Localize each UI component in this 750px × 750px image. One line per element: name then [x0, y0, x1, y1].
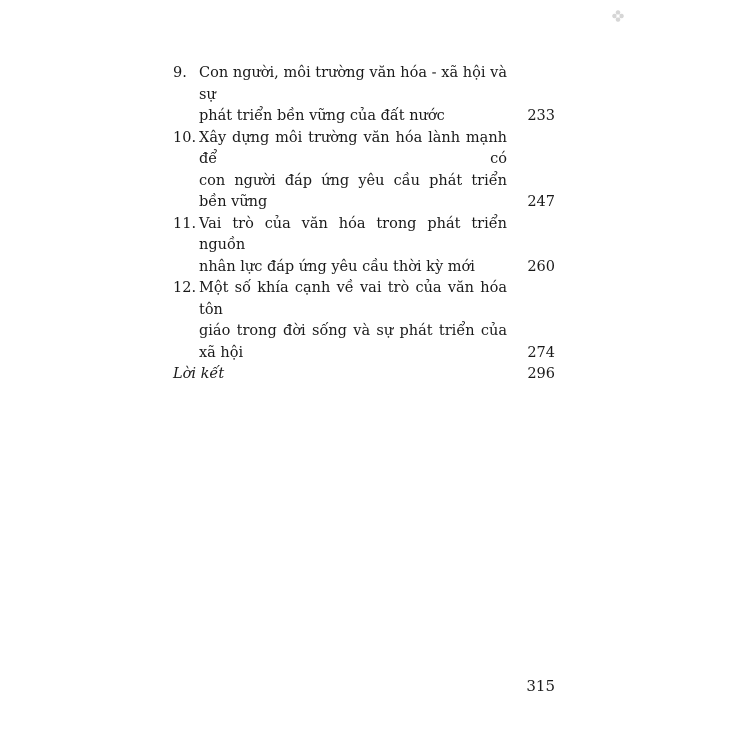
toc-entry-number: 9.	[173, 65, 187, 81]
toc-entry-title-line: Xây dựng môi trường văn hóa lành mạnh để có	[199, 129, 507, 167]
toc-entry-number: 12.	[173, 280, 197, 296]
toc-closing-page: 296	[527, 366, 555, 382]
toc-entry-closing[interactable]	[173, 364, 555, 386]
toc-entry-page: 260	[527, 258, 555, 275]
flower-watermark-icon	[611, 9, 625, 23]
toc-entry-title-line: Vai trò của văn hóa trong phát triển nguồn	[199, 215, 507, 253]
toc-entry[interactable]	[173, 278, 555, 364]
toc-entry-title	[199, 278, 507, 364]
toc-entry-title-line: giáo trong đời sống và sự phát triển của xã hội	[199, 323, 507, 361]
table-of-contents	[173, 63, 555, 386]
toc-entry[interactable]	[173, 63, 555, 128]
toc-entry-title	[199, 63, 507, 128]
toc-entry-title-line: Con người, môi trường văn hóa - xã hội và sự	[199, 65, 507, 103]
toc-entry-number: 10.	[173, 129, 197, 146]
toc-entry-title-line: Một số khía cạnh về vai trò của văn hóa tôn	[199, 280, 507, 318]
toc-entry[interactable]	[173, 214, 555, 279]
toc-entry-title-line: con người đáp ứng yêu cầu phát triển bền vững	[199, 172, 507, 210]
page-number: 315	[526, 677, 555, 695]
toc-entry-page: 274	[527, 344, 555, 361]
toc-entry[interactable]	[173, 128, 555, 214]
toc-entry-title-line: phát triển bền vững của đất nước	[199, 108, 445, 124]
toc-entry-title	[199, 128, 507, 214]
toc-entry-page: 247	[527, 194, 555, 210]
toc-closing-title: Lời kết	[173, 366, 225, 382]
toc-entry-number: 11.	[173, 215, 197, 232]
toc-entry-title-line: nhân lực đáp ứng yêu cầu thời kỳ mới	[199, 258, 475, 275]
toc-entry-page: 233	[527, 108, 555, 124]
toc-entry-title	[199, 214, 507, 279]
